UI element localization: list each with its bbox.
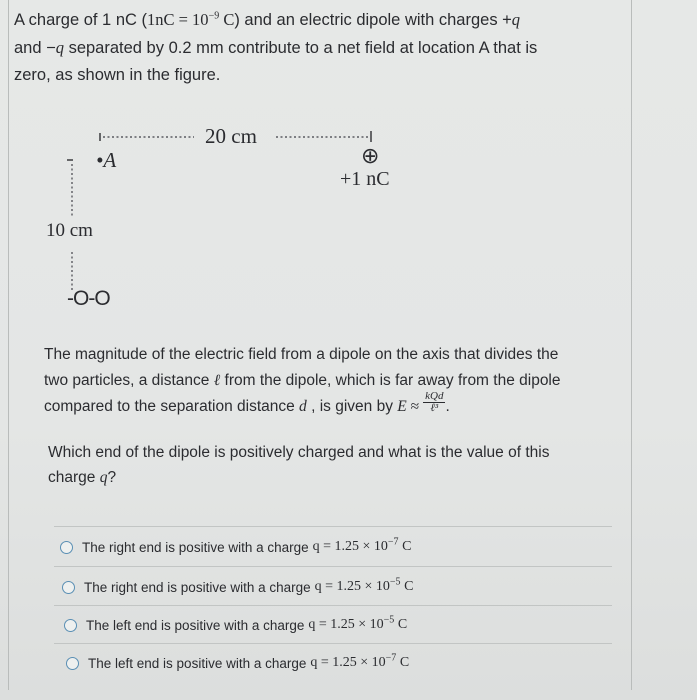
radio-button[interactable] — [60, 541, 73, 554]
formula-numerator: kQd — [425, 390, 444, 403]
intro-q: q — [511, 10, 521, 29]
description-text: compared to the separation distance — [44, 398, 300, 415]
prompt-line-1: Which end of the dipole is positively charged and what is the value of this — [48, 444, 550, 461]
point-a-label: •A — [96, 148, 117, 172]
intro-exponent: −9 — [208, 10, 220, 22]
intro-q: q — [55, 38, 64, 57]
option-unit: C — [396, 655, 410, 670]
option-exponent: −7 — [385, 652, 397, 664]
option-unit: C — [400, 579, 414, 594]
radio-button[interactable] — [62, 581, 75, 594]
radio-button[interactable] — [66, 657, 79, 670]
formula-fraction — [423, 391, 445, 414]
divider — [54, 643, 612, 644]
option-text: The left end is positive with a charge — [88, 655, 307, 671]
description-line-2 — [44, 368, 624, 394]
positive-charge-icon: ⊕ — [361, 143, 380, 168]
option-math — [310, 652, 410, 671]
prompt-q: q — [99, 469, 108, 486]
answer-option-3[interactable] — [64, 614, 408, 633]
intro-text: ) and an electric dipole with charges + — [234, 11, 512, 29]
option-value: q = 1.25 × 10 — [308, 617, 384, 632]
divider — [54, 605, 612, 606]
description-text: two particles, a distance — [44, 372, 214, 389]
divider — [54, 526, 612, 527]
question-prompt — [48, 440, 618, 490]
option-value: q = 1.25 × 10 — [314, 579, 390, 594]
intro-line-3: zero, as shown in the figure. — [14, 66, 221, 84]
option-math — [312, 536, 412, 555]
option-math — [308, 614, 408, 633]
distance-10cm-label: 10 cm — [46, 220, 93, 241]
intro-text: and − — [14, 39, 56, 57]
description-text: from the dipole, which is far away from the dipole — [220, 372, 561, 389]
option-exponent: −5 — [389, 576, 401, 588]
option-exponent: −7 — [387, 536, 399, 548]
distance-20cm-label: 20 cm — [205, 124, 257, 148]
prompt-text: ? — [107, 469, 117, 486]
option-unit: C — [394, 617, 408, 632]
option-text: The left end is positive with a charge — [86, 617, 305, 633]
dipole-field-description — [44, 342, 624, 420]
formula-denominator: ℓ³ — [430, 402, 439, 415]
description-d: d — [299, 398, 307, 415]
intro-text: separated by 0.2 mm contribute to a net field at location A that is — [64, 39, 538, 57]
radio-button[interactable] — [64, 619, 77, 632]
option-value: q = 1.25 × 10 — [312, 539, 388, 554]
description-period: . — [445, 398, 450, 415]
option-exponent: −5 — [383, 614, 395, 626]
option-text: The right end is positive with a charge — [84, 579, 311, 595]
answer-option-1[interactable] — [60, 536, 412, 555]
description-line-3 — [44, 390, 624, 420]
prompt-text: charge — [48, 469, 100, 486]
intro-unit: C — [219, 10, 235, 29]
charge-label: +1 nC — [340, 168, 390, 190]
intro-equation: 1nC = 10 — [147, 10, 209, 29]
description-line-1: The magnitude of the electric field from a dipole on the axis that divides the — [44, 346, 559, 363]
option-text: The right end is positive with a charge — [82, 539, 309, 555]
answer-option-2[interactable] — [62, 576, 414, 595]
option-math — [314, 576, 414, 595]
option-unit: C — [398, 539, 412, 554]
description-text: , is given by — [306, 398, 398, 415]
formula-approx: ≈ — [406, 398, 420, 415]
option-value: q = 1.25 × 10 — [310, 655, 386, 670]
dipole-icon: -O-O — [67, 287, 110, 310]
divider — [54, 566, 612, 567]
description-ell: ℓ — [213, 372, 221, 389]
prompt-line-2 — [48, 465, 618, 490]
formula-e: E — [397, 398, 407, 415]
intro-text: A charge of 1 nC ( — [14, 11, 147, 29]
answer-option-4[interactable] — [66, 652, 410, 671]
